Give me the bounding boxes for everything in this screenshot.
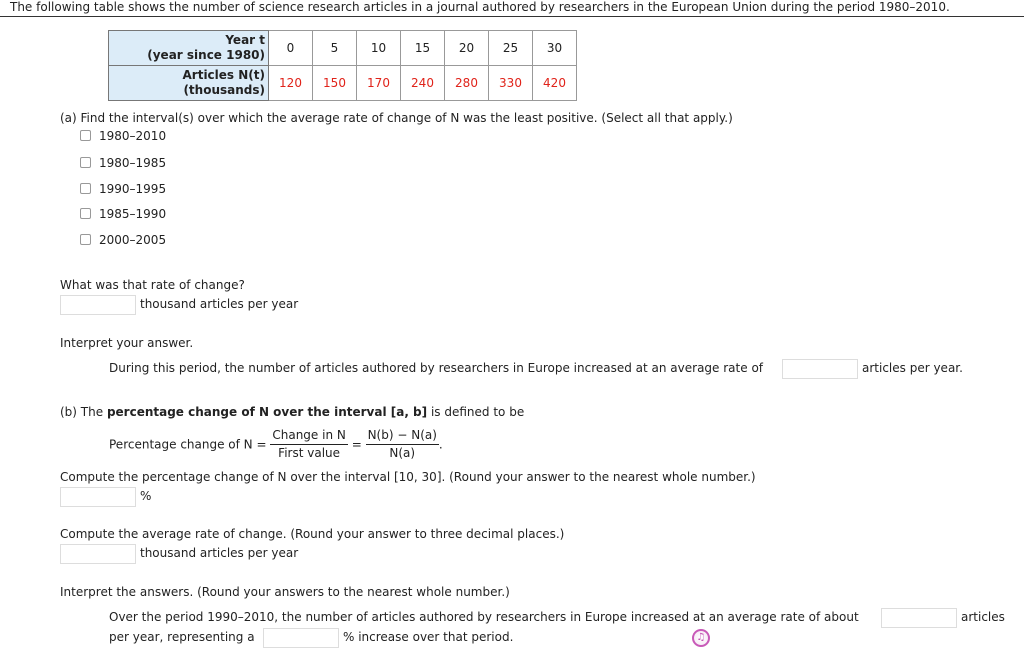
numerator: N(b) − N(a)	[366, 427, 439, 445]
header-line: (year since 1980)	[147, 48, 265, 62]
table-row	[109, 66, 577, 101]
music-note-icon[interactable]: ♫	[692, 629, 710, 647]
articles-unit: articles	[961, 610, 1005, 624]
cell: 120	[269, 66, 313, 101]
table-row	[109, 31, 577, 66]
checkbox[interactable]	[80, 208, 91, 219]
interpret-answers-text: Over the period 1990–2010, the number of articles authored by researchers in Europe increased at an average rate of about	[109, 610, 859, 624]
intro-text: The following table shows the number of science research articles in a journal authored by researchers in the European Union during the period 1980–2010.	[10, 0, 950, 14]
increase-text: % increase over that period.	[343, 630, 514, 644]
rate-question: What was that rate of change?	[60, 278, 245, 292]
formula	[109, 427, 443, 462]
cell: 170	[357, 66, 401, 101]
option-label: 1985–1990	[99, 207, 167, 221]
articles-header	[109, 66, 269, 101]
part-b-intro	[60, 405, 524, 419]
avg-rate-b-input[interactable]	[60, 544, 136, 564]
percent-increase-input[interactable]	[263, 628, 339, 648]
articles-rate-input[interactable]	[881, 608, 957, 628]
checkbox[interactable]	[80, 234, 91, 245]
option-checkbox[interactable]	[80, 207, 166, 221]
per-year-text: per year, representing a	[109, 630, 255, 644]
year-header	[109, 31, 269, 66]
option-label: 1980–1985	[99, 156, 167, 170]
option-label: 1990–1995	[99, 182, 167, 196]
text: (b) The	[60, 405, 107, 419]
cell: 280	[445, 66, 489, 101]
header-line: Articles N(t)	[182, 68, 265, 82]
avg-rate-input[interactable]	[782, 359, 858, 379]
fraction	[366, 427, 439, 462]
checkbox[interactable]	[80, 130, 91, 141]
option-label: 2000–2005	[99, 233, 167, 247]
numerator: Change in N	[270, 427, 348, 445]
rate-input[interactable]	[60, 295, 136, 315]
data-table	[108, 30, 577, 101]
option-checkbox[interactable]	[80, 182, 166, 196]
denominator: First value	[278, 446, 341, 460]
interpret-text: During this period, the number of articles authored by researchers in Europe increased at an average rate of	[109, 361, 764, 375]
checkbox[interactable]	[80, 157, 91, 168]
checkbox[interactable]	[80, 183, 91, 194]
option-checkbox[interactable]	[80, 233, 166, 247]
rate-unit: thousand articles per year	[140, 297, 299, 311]
option-label: 1980–2010	[99, 129, 167, 143]
interpret-label: Interpret your answer.	[60, 336, 194, 350]
cell: 5	[313, 31, 357, 66]
cell: 0	[269, 31, 313, 66]
period: .	[438, 437, 443, 452]
option-checkbox[interactable]	[80, 129, 166, 143]
header-line: Year t	[225, 33, 265, 47]
formula-label: Percentage change of N =	[109, 437, 267, 452]
option-checkbox[interactable]	[80, 156, 166, 170]
percent-question: Compute the percentage change of N over the interval [10, 30]. (Round your answer to the nearest whole number.)	[60, 470, 756, 484]
cell: 420	[533, 66, 577, 101]
cell: 330	[489, 66, 533, 101]
interpret-answers-label: Interpret the answers. (Round your answers to the nearest whole number.)	[60, 585, 510, 599]
cell: 150	[313, 66, 357, 101]
part-a-question: (a) Find the interval(s) over which the average rate of change of N was the least positive. (Select all that apply.)	[60, 111, 733, 125]
fraction	[270, 427, 348, 462]
denominator: N(a)	[389, 446, 416, 460]
cell: 10	[357, 31, 401, 66]
header-line: (thousands)	[183, 83, 265, 97]
percent-unit: %	[140, 489, 152, 503]
cell: 20	[445, 31, 489, 66]
interpret-unit: articles per year.	[862, 361, 963, 375]
cell: 30	[533, 31, 577, 66]
cell: 240	[401, 66, 445, 101]
text: is defined to be	[427, 405, 525, 419]
equals: =	[351, 437, 362, 452]
avg-rate-question: Compute the average rate of change. (Round your answer to three decimal places.)	[60, 527, 565, 541]
cell: 15	[401, 31, 445, 66]
bold-term: percentage change of N over the interval [a, b]	[106, 405, 428, 419]
avg-rate-unit: thousand articles per year	[140, 546, 299, 560]
cell: 25	[489, 31, 533, 66]
percent-input[interactable]	[60, 487, 136, 507]
